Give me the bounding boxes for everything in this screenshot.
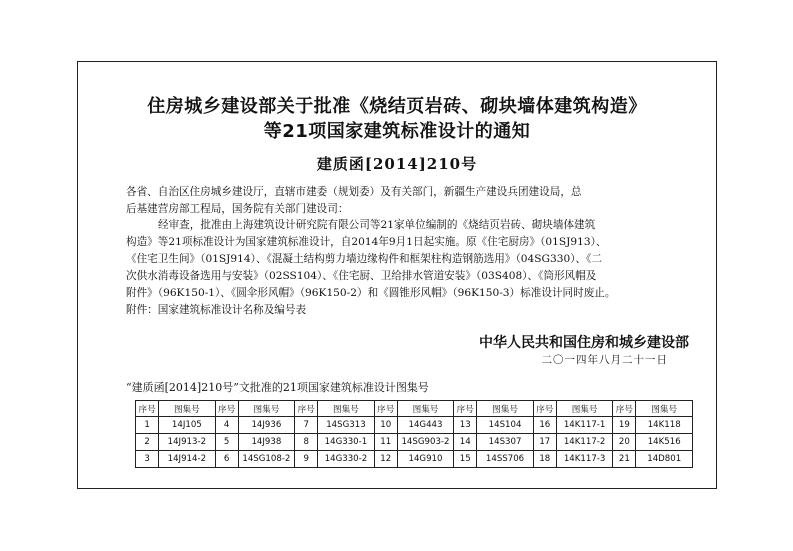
atlas-number-cell: 14K118 [636, 417, 693, 434]
addressee-line-1: 各省、自治区住房城乡建设厅，直辖市建委（规划委）及有关部门，新疆生产建设兵团建设局，总 [126, 186, 582, 198]
atlas-number-cell: 14SS706 [477, 451, 533, 468]
header-atlas-number: 图集号 [397, 401, 453, 417]
serial-cell: 11 [374, 434, 397, 451]
document-number: 建质函[2014]210号 [316, 155, 478, 173]
atlas-number-cell: 14G443 [397, 417, 453, 434]
atlas-number-cell: 14K117-2 [556, 434, 612, 451]
serial-cell: 2 [136, 434, 159, 451]
header-serial: 序号 [215, 401, 238, 417]
header-serial: 序号 [533, 401, 556, 417]
atlas-number-table [135, 400, 693, 468]
header-serial: 序号 [454, 401, 477, 417]
serial-cell: 12 [374, 451, 397, 468]
atlas-number-cell: 14SG903-2 [397, 434, 453, 451]
header-serial: 序号 [613, 401, 636, 417]
header-atlas-number: 图集号 [556, 401, 612, 417]
atlas-number-cell: 14SG108-2 [238, 451, 294, 468]
atlas-number-cell: 14K117-3 [556, 451, 612, 468]
body-line-1: 经审查，批准由上海建筑设计研究院有限公司等21家单位编制的《烧结页岩砖、砌块墙体建筑 [158, 219, 596, 231]
header-serial: 序号 [136, 401, 159, 417]
table-caption: “建质函[2014]210号”文批准的21项国家建筑标准设计图集号 [126, 381, 429, 394]
serial-cell: 5 [215, 434, 238, 451]
atlas-number-cell: 14J105 [159, 417, 215, 434]
issue-date: 二〇一四年八月二十一日 [541, 354, 668, 366]
atlas-number-cell: 14J913-2 [159, 434, 215, 451]
serial-cell: 9 [295, 451, 318, 468]
table-row [136, 434, 693, 451]
atlas-number-cell: 14G330-2 [318, 451, 374, 468]
serial-cell: 17 [533, 434, 556, 451]
addressee-line-2: 后基建营房部工程局，国务院有关部门建设司： [126, 203, 349, 215]
atlas-number-cell: 14K117-1 [556, 417, 612, 434]
serial-cell: 6 [215, 451, 238, 468]
body-line-3: 《住宅卫生间》（01SJ914）、《混凝土结构剪力墙边缘构件和框架柱构造钢筋选用》（04SG330）、《二 [126, 253, 602, 265]
notice-title-line-2: 等21项国家建筑标准设计的通知 [263, 121, 531, 142]
serial-cell: 16 [533, 417, 556, 434]
table-row [136, 417, 693, 434]
header-atlas-number: 图集号 [238, 401, 294, 417]
body-line-5: 附件》（96K150-1）、《圆伞形风帽》（96K150-2）和《圆锥形风帽》（96K150-3）标准设计同时废止。 [126, 287, 616, 299]
body-line-2: 构造》等21项标准设计为国家建筑标准设计，自2014年9月1日起实施。原《住宅厨房》（01SJ913）、 [126, 236, 607, 248]
serial-cell: 10 [374, 417, 397, 434]
header-atlas-number: 图集号 [636, 401, 693, 417]
atlas-number-cell: 14J938 [238, 434, 294, 451]
attachment-note: 附件：国家建筑标准设计名称及编号表 [126, 304, 307, 316]
notice-title-line-1: 住房城乡建设部关于批准《烧结页岩砖、砌块墙体建筑构造》 [147, 96, 647, 117]
serial-cell: 3 [136, 451, 159, 468]
atlas-number-cell: 14G330-1 [318, 434, 374, 451]
atlas-number-cell: 14SG313 [318, 417, 374, 434]
serial-cell: 20 [613, 434, 636, 451]
serial-cell: 1 [136, 417, 159, 434]
serial-cell: 15 [454, 451, 477, 468]
header-serial: 序号 [295, 401, 318, 417]
table-row [136, 451, 693, 468]
serial-cell: 8 [295, 434, 318, 451]
atlas-number-cell: 14J936 [238, 417, 294, 434]
header-atlas-number: 图集号 [477, 401, 533, 417]
header-serial: 序号 [374, 401, 397, 417]
atlas-number-cell: 14S104 [477, 417, 533, 434]
atlas-number-cell: 14J914-2 [159, 451, 215, 468]
notice-frame [77, 61, 717, 489]
atlas-number-cell: 14K516 [636, 434, 693, 451]
serial-cell: 13 [454, 417, 477, 434]
issuing-authority: 中华人民共和国住房和城乡建设部 [479, 335, 689, 351]
serial-cell: 19 [613, 417, 636, 434]
table-header-row [136, 401, 693, 417]
atlas-number-cell: 14G910 [397, 451, 453, 468]
serial-cell: 7 [295, 417, 318, 434]
serial-cell: 4 [215, 417, 238, 434]
serial-cell: 14 [454, 434, 477, 451]
serial-cell: 21 [613, 451, 636, 468]
serial-cell: 18 [533, 451, 556, 468]
atlas-number-cell: 14S307 [477, 434, 533, 451]
header-atlas-number: 图集号 [318, 401, 374, 417]
header-atlas-number: 图集号 [159, 401, 215, 417]
atlas-number-cell: 14D801 [636, 451, 693, 468]
body-line-4: 次供水消毒设备选用与安装》（02SS104）、《住宅厨、卫给排水管道安装》（03S408）、《筒形风帽及 [126, 270, 597, 282]
